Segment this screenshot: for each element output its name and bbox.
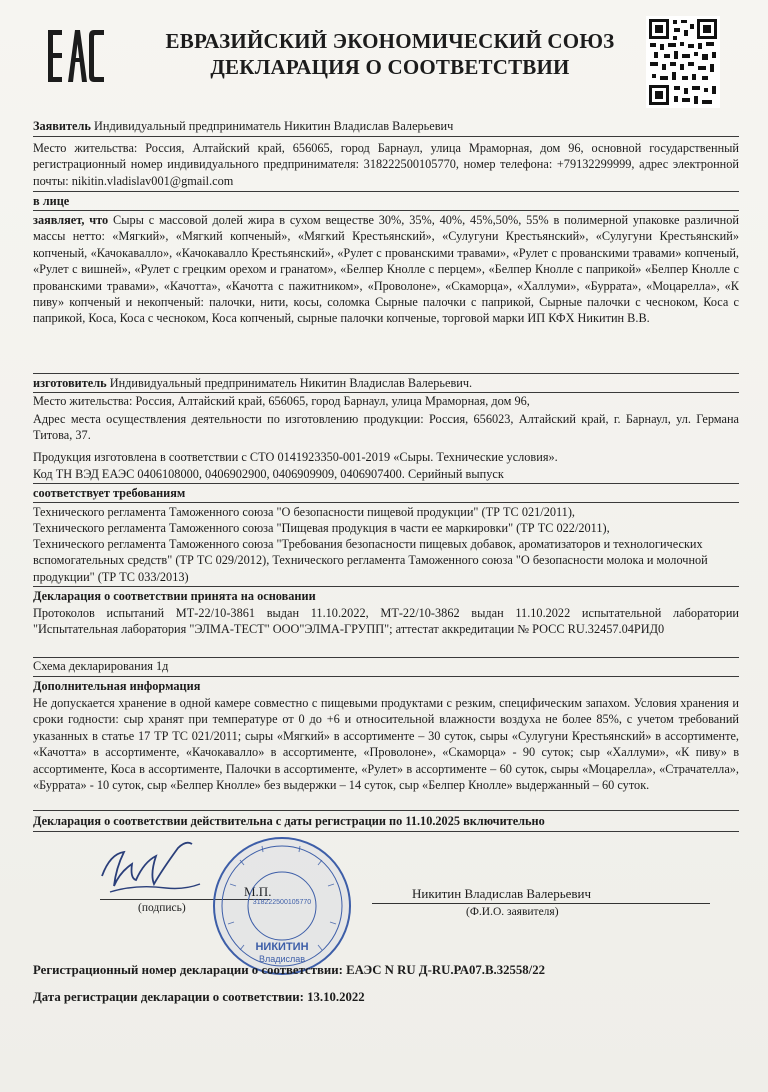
document-title	[130, 28, 650, 80]
divider	[33, 483, 739, 484]
product-list: Сыры с массовой долей жира в сухом веществе 30%, 35%, 40%, 45%,50%, 55% в полимерной упаковке различной массы нетто: «Мягкий», «Мягкий копченый», «Мягкий Крестьянский», «Сулугуни Крестьянский», «Сулугуни Крестьянский» копченый, «Качокавалло», «Качокавалло Крестьянский», «Рулет с прованскими травами», «Рулет с прованскими травами» копченый, «Рулет с вишней», «Рулет с грецким орехом и гранатом», «Белпер Кнолле с перцем», «Белпер Кнолле с паприкой» «Белпер Кнолле с прованскими травами», «Качотта», «Качотта с пажитником», «Проволоне», «Скаморца», «Халлуми», «Буррата», «Моцарелла», «К пиву» копченый и некопченый: палочки, нити, косы, соломка Сырные палочки с паприкой, Сырные палочки с чесноком, Коса с паприкой, Коса, Коса с чесноком, Коса копченый, сырные палочки копченые, торговой марки ИП КФХ Никитин В.В.	[33, 213, 739, 326]
divider	[33, 831, 739, 832]
stamp-given-name: Владислав	[258, 954, 306, 964]
manufacturer-name: Индивидуальный предприниматель Никитин Владислав Валерьевич.	[109, 376, 473, 390]
registration-date: Дата регистрации декларации о соответствии: 13.10.2022	[33, 990, 365, 1004]
regulation-022: Технического регламента Таможенного союза "Пищевая продукция в части ее маркировки" (ТР ТС 022/2011),	[33, 521, 610, 535]
qr-code[interactable]	[646, 16, 720, 108]
divider	[33, 210, 739, 211]
complies-label: соответствует требованиям	[33, 486, 186, 500]
registration-number: Регистрационный номер декларации о соответствии: ЕАЭС N RU Д-RU.РА07.В.32558/22	[33, 963, 546, 977]
divider	[33, 676, 739, 677]
additional-info-label: Дополнительная информация	[33, 679, 201, 693]
declares-block	[33, 212, 739, 327]
applicant-row	[33, 118, 739, 134]
divider	[33, 810, 739, 811]
regulation-029-033: Технического регламента Таможенного союза "Требования безопасности пищевых добавок, ароматизаторов и технологических вспомогательных средств" (ТР ТС 029/2012), Технического регламента Таможенного союза "О безопасности молока и молочной продукции" (ТР ТС 033/2013)	[33, 537, 708, 584]
manufacturer-row	[33, 375, 739, 391]
declares-label: заявляет, что	[33, 213, 109, 227]
manufacturer-standard: Продукция изготовлена в соответствии с СТО 0141923350-001-2019 «Сыры. Технические условия».	[33, 450, 558, 464]
signer-caption: (Ф.И.О. заявителя)	[466, 906, 559, 918]
storage-conditions: Не допускается хранение в одной камере совместно с пищевыми продуктами с резким, специфическим запахом. Условия хранения и сроки годности: сыр хранят при температуре от 0 до +6 и относительной влажности воздуха не более 85%, с учетом требований указанных в статье 17 ТР ТС 021/2011; сыры «Мягкий» в ассортименте – 30 суток, сыры «Сулугуни Крестьянский» в ассортименте, «Качотта» в ассортименте, «Качокавалло» в ассортименте, «Проволоне», «Скаморца» - 90 суток; сыр «Халлуми», «К пиву» в ассортименте, Коса в ассортименте, Палочки в ассортименте, «Рулет» в ассортименте – 60 суток, сыры «Моцарелла», «Страчателла», «Буррата» - 10 суток, сыр «Белпер Кнолле» без выдержки – 14 суток, сыр «Белпер Кнолле» выдержанный – 60 суток.	[33, 696, 739, 793]
applicant-name: Индивидуальный предприниматель Никитин Владислав Валерьевич	[94, 119, 454, 133]
manufacturing-site: Адрес места осуществления деятельности по изготовлению продукции: Россия, 656023, Алтайский край, г. Барнаул, ул. Германа Титова, 37.	[33, 412, 739, 443]
manufacturer-address: Место жительства: Россия, Алтайский край, 656065, город Барнаул, улица Мраморная, дом 96,	[33, 394, 530, 408]
signer-line	[372, 903, 710, 904]
title-declaration: ДЕКЛАРАЦИЯ О СООТВЕТСТВИИ	[210, 55, 570, 79]
in-person-label: в лице	[33, 194, 70, 208]
title-union: ЕВРАЗИЙСКИЙ ЭКОНОМИЧЕСКИЙ СОЮЗ	[165, 29, 615, 53]
official-stamp	[210, 834, 354, 978]
declaration-scheme: Схема декларирования 1д	[33, 659, 169, 673]
signer-name: Никитин Владислав Валерьевич	[412, 886, 592, 901]
signature-caption: (подпись)	[138, 902, 186, 914]
divider	[33, 136, 739, 137]
basis-label: Декларация о соответствии принята на основании	[33, 589, 316, 603]
validity-statement: Декларация о соответствии действительна с даты регистрации по 11.10.2025 включительно	[33, 814, 545, 828]
test-protocols: Протоколов испытаний МТ-22/10-3861 выдан 11.10.2022, МТ-22/10-3862 выдан 11.10.2022 испытательной лаборатории "Испытательная лаборатория "ЭЛМА-ТЕСТ" ООО"ЭЛМА-ГРУПП"; аттестат аккредитации № РОСС RU.32457.04РИД0	[33, 606, 739, 637]
divider	[33, 502, 739, 503]
regulation-021: Технического регламента Таможенного союза "О безопасности пищевой продукции" (ТР ТС 021/2011),	[33, 505, 575, 519]
manufacturer-label: изготовитель	[33, 376, 107, 390]
divider	[33, 586, 739, 587]
stamp-name: НИКИТИН	[255, 941, 309, 953]
eac-logo	[44, 26, 106, 86]
applicant-address: Место жительства: Россия, Алтайский край, 656065, город Барнаул, улица Мраморная, дом 96, основной государственный регистрационный номер индивидуального предпринимателя: 318222500105770, номер телефона: +79132299999, адрес электронной почты: nikitin.vladislav001@gmail.com	[33, 141, 739, 188]
applicant-label: Заявитель	[33, 119, 91, 133]
stamp-ogrnip: 318222500105770	[252, 899, 312, 906]
divider	[33, 373, 739, 374]
divider	[33, 191, 739, 192]
hs-codes: Код ТН ВЭД ЕАЭС 0406108000, 0406902900, 0406909909, 0406907400. Серийный выпуск	[33, 467, 504, 481]
